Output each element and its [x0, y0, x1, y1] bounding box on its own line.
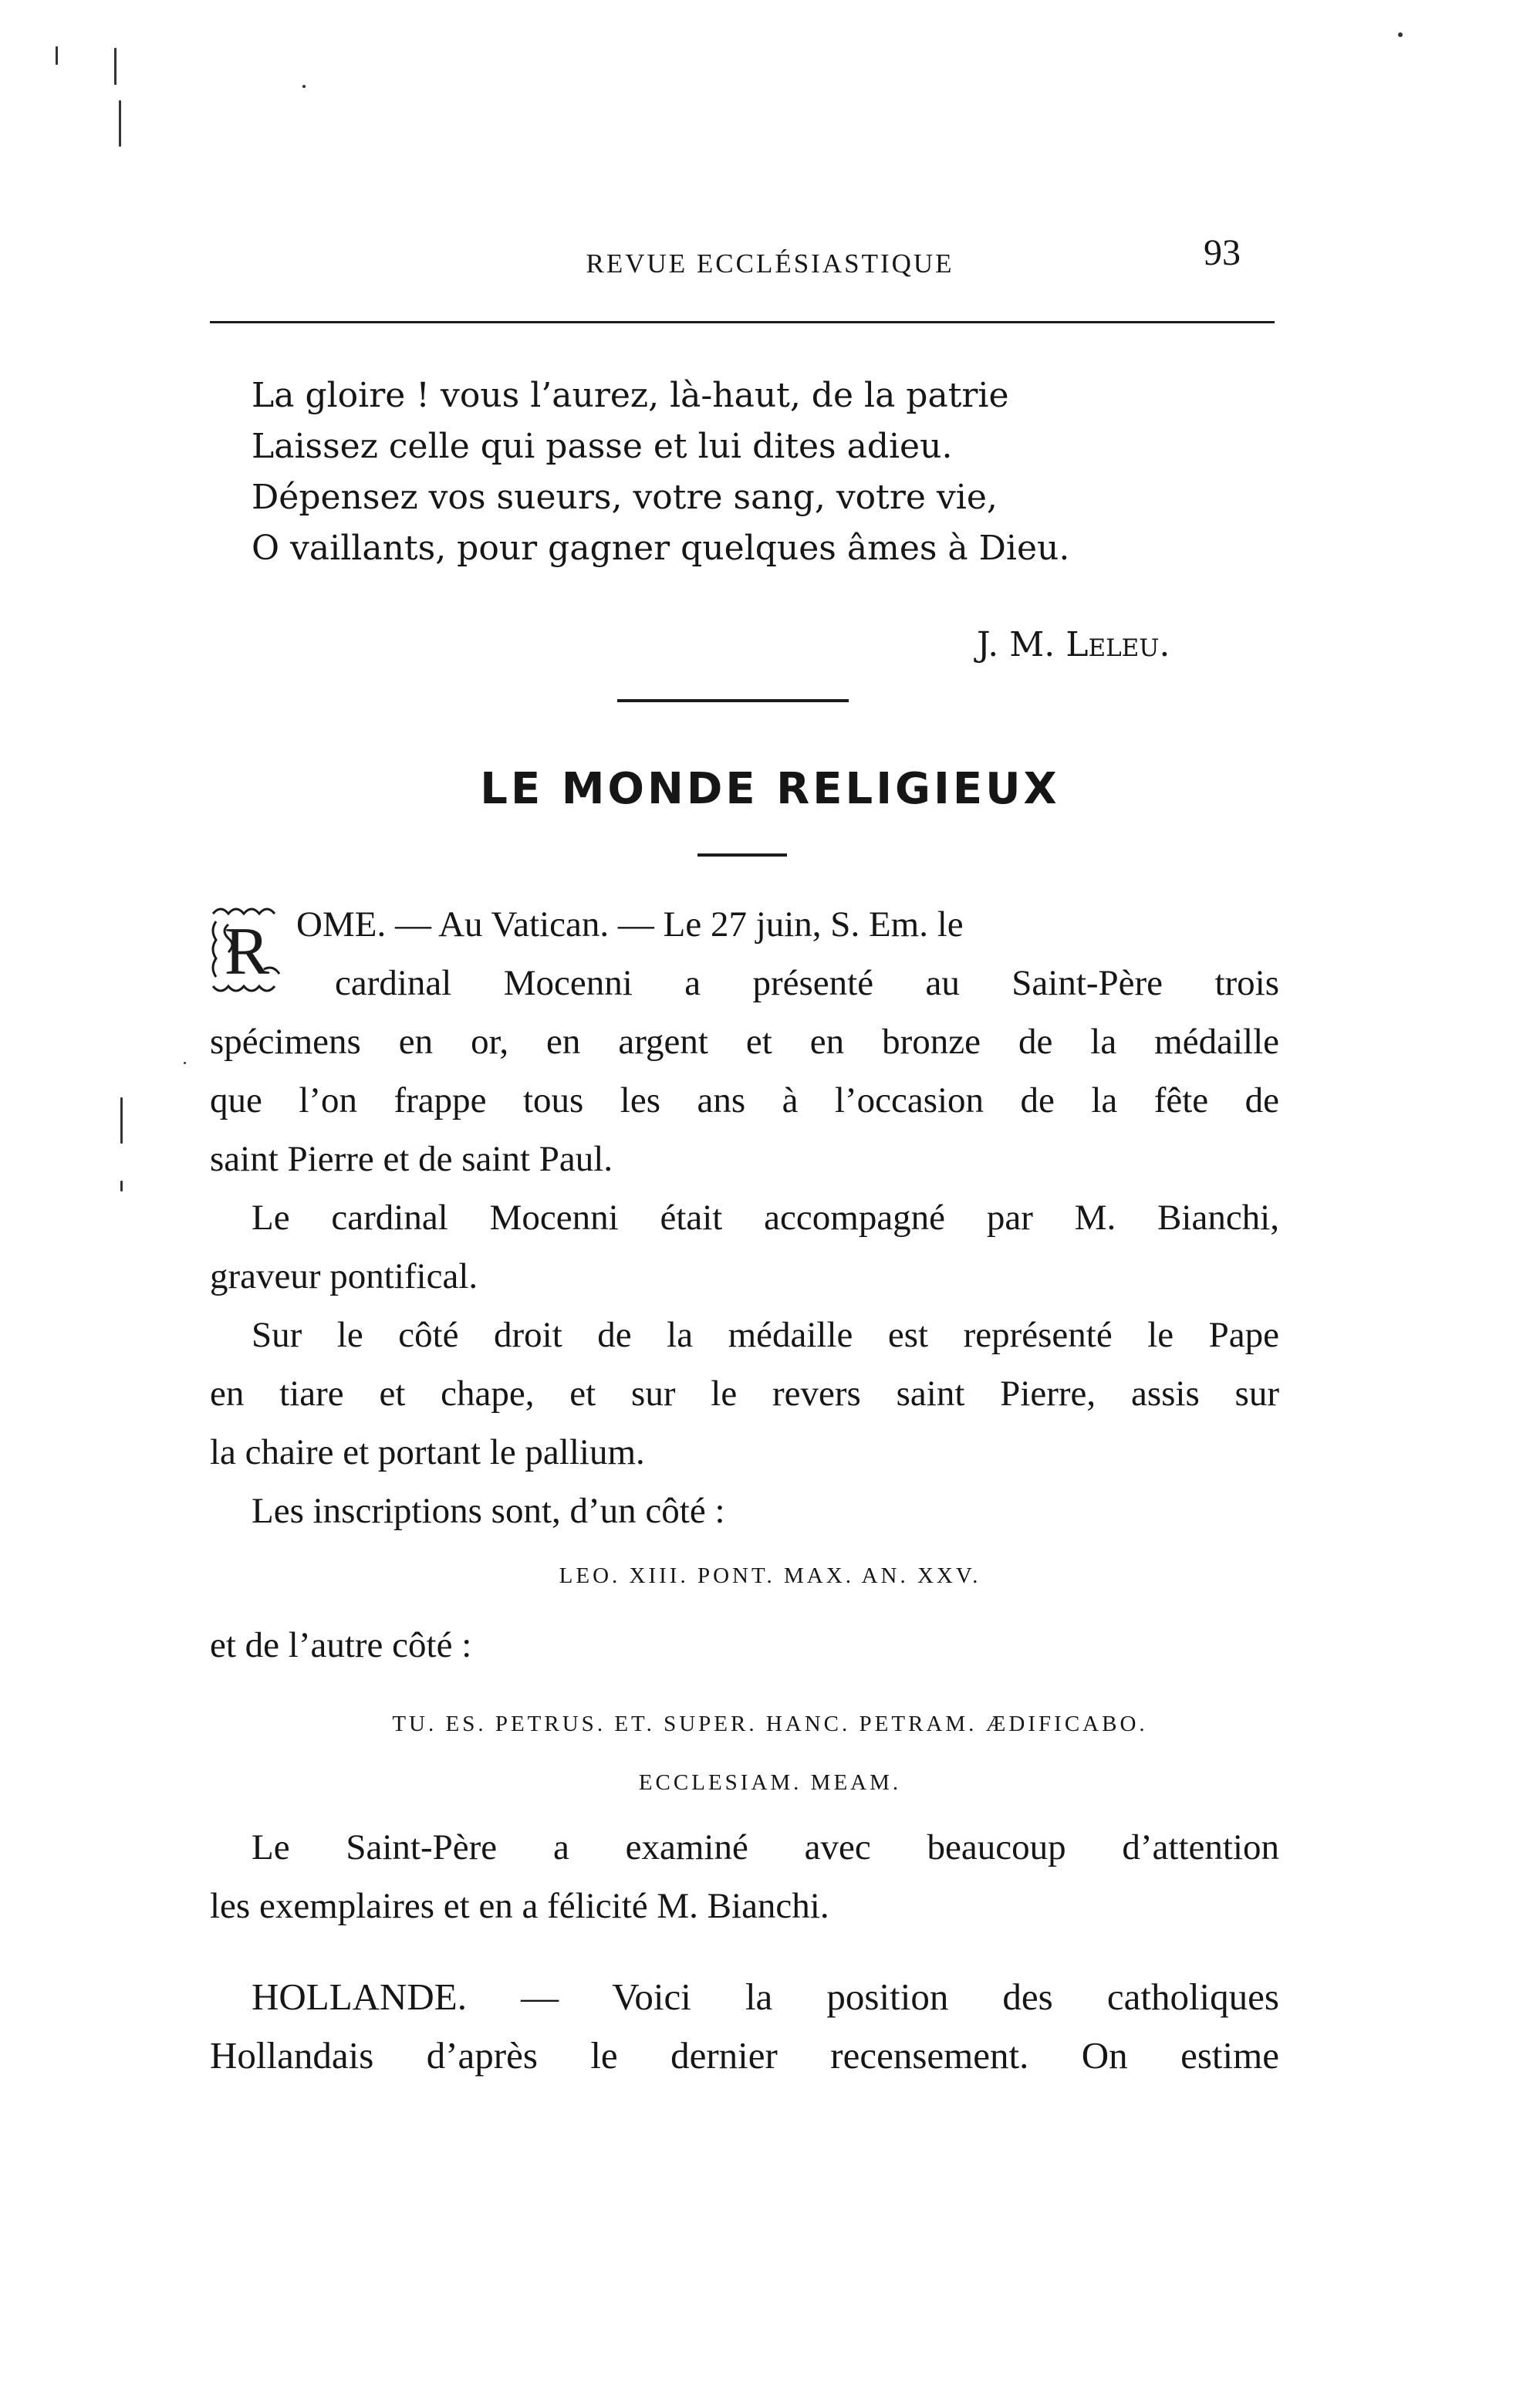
scan-speck [1398, 32, 1403, 37]
scan-speck [120, 1097, 123, 1144]
rome-p6-line-2: les exemplaires et en a félicité M. Bianchi. [210, 1886, 829, 1926]
scan-speck [184, 1062, 186, 1064]
hollande-line-1: HOLLANDE. — Voici la position des catholiques [252, 1975, 1279, 2018]
scan-speck [119, 100, 121, 147]
header-rule [210, 321, 1275, 323]
scan-speck [120, 1181, 123, 1191]
section-separator-rule [617, 699, 849, 702]
medal-inscription-1: LEO. XIII. PONT. MAX. AN. XXV. [559, 1563, 981, 1588]
page-number: 93 [1204, 232, 1241, 273]
poem-line: La gloire ! vous l’aurez, là-haut, de la patrie [252, 376, 1009, 415]
rome-p3-line-1: Sur le côté droit de la médaille est représenté le Pape [252, 1315, 1279, 1355]
scan-speck [302, 85, 306, 88]
rome-line-5: saint Pierre et de saint Paul. [210, 1139, 613, 1179]
rome-line-1: OME. — Au Vatican. — Le 27 juin, S. Em. le [296, 904, 964, 945]
signature-initials: J. M. [977, 625, 1055, 664]
scan-speck [114, 48, 117, 85]
rome-p4-line-1: Les inscriptions sont, d’un côté : [252, 1491, 725, 1531]
hollande-line-2: Hollandais d’après le dernier recensement. On estime [210, 2034, 1279, 2077]
running-head-title: REVUE ECCLÉSIASTIQUE [586, 248, 954, 279]
rome-p6-line-1: Le Saint-Père a examiné avec beaucoup d’attention [252, 1827, 1279, 1867]
rome-p5-line-1: et de l’autre côté : [210, 1625, 472, 1665]
medal-inscription-2-line-2: ECCLESIAM. MEAM. [638, 1770, 902, 1795]
poem-line: Laissez celle qui passe et lui dites adieu. [252, 427, 953, 466]
poem-line: O vaillants, pour gagner quelques âmes à Dieu. [252, 529, 1070, 568]
section-title: LE MONDE RELIGIEUX [480, 764, 1060, 814]
rome-p3-line-2: en tiare et chape, et sur le revers saint Pierre, assis sur [210, 1374, 1279, 1414]
scan-speck [56, 46, 58, 65]
poem-signature [977, 625, 1170, 664]
rome-line-3: spécimens en or, en argent et en bronze de la médaille [210, 1022, 1279, 1062]
rome-line-2: cardinal Mocenni a présenté au Saint-Père trois [335, 963, 1279, 1003]
ornamental-dropcap [210, 903, 290, 995]
signature-name: Leleu. [1066, 625, 1170, 664]
dropcap-ornament-icon [210, 903, 290, 995]
rome-p2-line-2: graveur pontifical. [210, 1256, 478, 1296]
section-title-rule [697, 853, 787, 857]
rome-p3-line-3: la chaire et portant le pallium. [210, 1432, 645, 1472]
poem-line: Dépensez vos sueurs, votre sang, votre vie, [252, 478, 998, 517]
rome-line-4: que l’on frappe tous les ans à l’occasion de la fête de [210, 1080, 1279, 1120]
medal-inscription-2-line-1: TU. ES. PETRUS. ET. SUPER. HANC. PETRAM. ÆDIFICABO. [392, 1712, 1148, 1736]
dropcap-letter: R [224, 914, 270, 989]
poem-stanza [252, 370, 1069, 574]
rome-p2-line-1: Le cardinal Mocenni était accompagné par M. Bianchi, [252, 1198, 1279, 1238]
